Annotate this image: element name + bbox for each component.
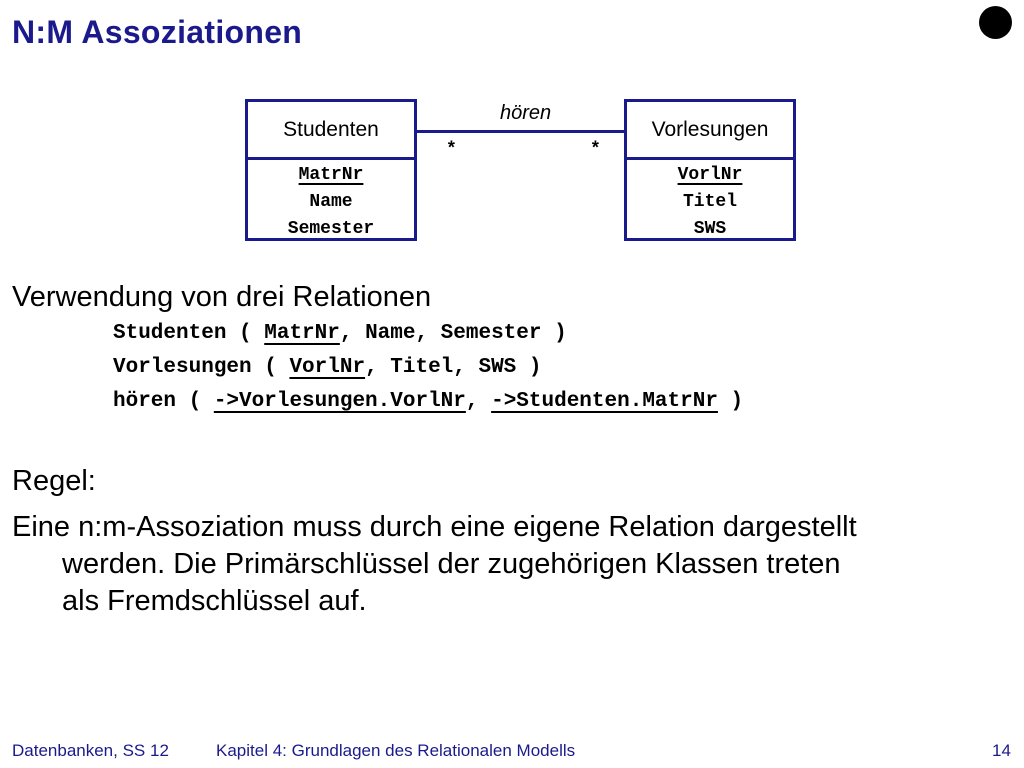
- association-name: hören: [500, 102, 552, 124]
- class-name-studenten: Studenten: [248, 102, 414, 160]
- relation-suffix: , Titel, SWS ): [365, 356, 542, 379]
- attribute-titel: Titel: [682, 192, 737, 212]
- class-name-vorlesungen: Vorlesungen: [627, 102, 793, 160]
- association-line: [416, 130, 626, 133]
- rule-line-3: als Fremdschlüssel auf.: [62, 585, 367, 617]
- bullet-dot-icon: [979, 6, 1012, 39]
- multiplicity-left: *: [446, 140, 457, 160]
- attribute-semester: Semester: [287, 219, 375, 239]
- slide-title: N:M Assoziationen: [12, 14, 303, 50]
- relation-key: MatrNr: [264, 322, 340, 345]
- class-box-vorlesungen: [624, 99, 796, 241]
- relation-foreign-key-2: ->Studenten.MatrNr: [491, 390, 718, 413]
- intro-text: Verwendung von drei Relationen: [12, 281, 432, 313]
- attribute-sws: SWS: [693, 219, 727, 239]
- attribute-vorlnr: VorlNr: [677, 165, 743, 185]
- relation-suffix: , Name, Semester ): [339, 322, 567, 345]
- relation-key: VorlNr: [289, 356, 366, 379]
- class-attributes-vorlesungen: [627, 160, 793, 243]
- class-attributes-studenten: [248, 160, 414, 243]
- attribute-matrnr: MatrNr: [298, 165, 364, 185]
- footer-page-number: 14: [992, 741, 1011, 760]
- multiplicity-right: *: [590, 140, 601, 160]
- relation-prefix: Studenten (: [113, 322, 265, 345]
- class-box-studenten: [245, 99, 417, 241]
- relation-foreign-key-1: ->Vorlesungen.VorlNr: [213, 390, 466, 413]
- rule-line-1: Eine n:m-Assoziation muss durch eine eigene Relation dargestellt: [12, 511, 857, 543]
- footer-course: Datenbanken, SS 12: [12, 741, 169, 760]
- relation-hoeren: [113, 390, 743, 413]
- attribute-name: Name: [309, 192, 353, 212]
- relation-prefix: hören (: [113, 390, 214, 413]
- relation-studenten: [113, 322, 567, 345]
- relation-prefix: Vorlesungen (: [113, 356, 290, 379]
- relation-separator: ,: [465, 390, 492, 413]
- relation-suffix: ): [717, 390, 744, 413]
- relation-vorlesungen: [113, 356, 542, 379]
- footer-chapter: Kapitel 4: Grundlagen des Relationalen Modells: [216, 741, 576, 760]
- rule-label: Regel:: [12, 465, 96, 497]
- rule-line-2: werden. Die Primärschlüssel der zugehörigen Klassen treten: [62, 548, 841, 580]
